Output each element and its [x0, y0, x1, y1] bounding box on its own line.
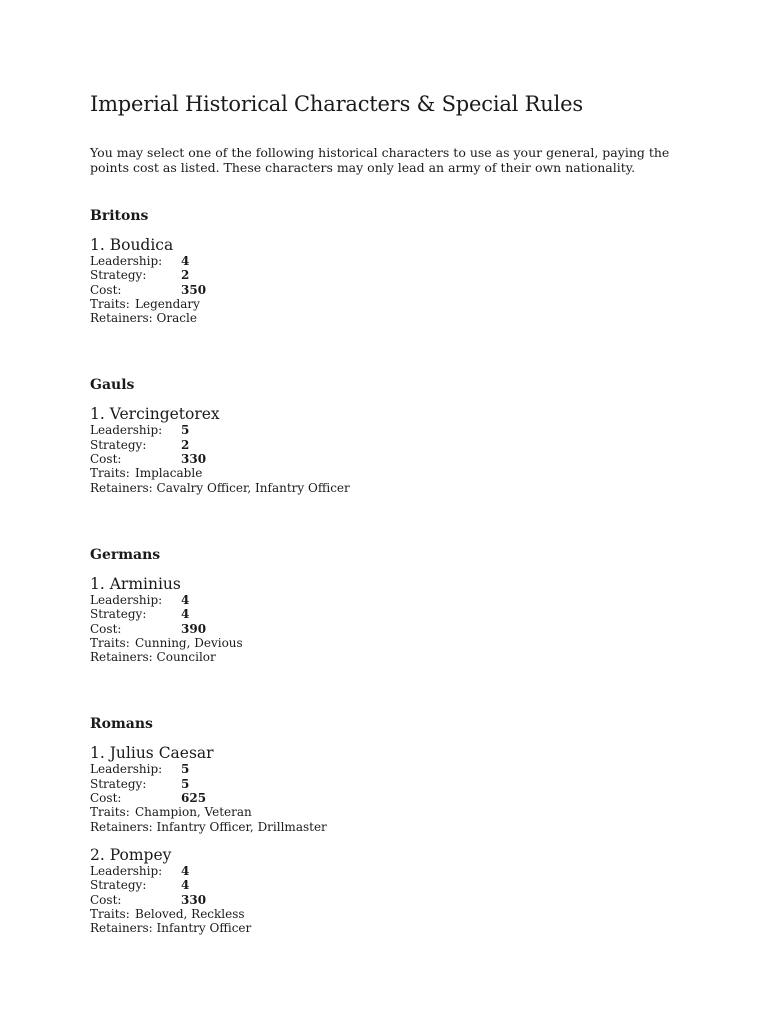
retainers-row	[90, 921, 690, 935]
faction-romans	[90, 715, 690, 935]
character-name: 2. Pompey	[90, 845, 172, 864]
traits-row	[90, 907, 690, 921]
cost-row	[90, 893, 690, 907]
cost-value: 625	[181, 791, 207, 806]
character-arminius	[90, 575, 690, 664]
traits-row	[90, 636, 690, 650]
strategy-row	[90, 777, 690, 791]
leadership-label: Leadership:	[90, 592, 163, 607]
retainers-label: Retainers:	[90, 650, 153, 665]
leadership-row	[90, 593, 690, 607]
strategy-row	[90, 438, 690, 452]
retainers-row	[90, 311, 690, 325]
strategy-value: 5	[181, 776, 190, 791]
cost-label: Cost:	[90, 282, 122, 297]
cost-value: 350	[181, 282, 207, 297]
retainers-label: Retainers:	[90, 819, 153, 834]
traits-row	[90, 297, 690, 311]
cost-label: Cost:	[90, 892, 122, 907]
traits-label: Traits:	[90, 466, 130, 481]
leadership-label: Leadership:	[90, 863, 163, 878]
character-pompey	[90, 846, 690, 935]
faction-britons	[90, 207, 690, 325]
cost-value: 330	[181, 892, 207, 907]
cost-label: Cost:	[90, 452, 122, 467]
traits-label: Traits:	[90, 296, 130, 311]
character-name: 1. Vercingetorex	[90, 405, 220, 424]
retainers-row	[90, 820, 690, 834]
traits-value: Implacable	[135, 466, 203, 481]
cost-row	[90, 283, 690, 297]
leadership-value: 4	[181, 592, 190, 607]
strategy-value: 4	[181, 607, 190, 622]
strategy-value: 2	[181, 437, 190, 452]
faction-heading: Romans	[90, 716, 153, 733]
retainers-label: Retainers:	[90, 921, 153, 936]
leadership-label: Leadership:	[90, 254, 163, 268]
faction-germans	[90, 546, 690, 664]
traits-row	[90, 805, 690, 819]
faction-gauls	[90, 376, 690, 494]
cost-label: Cost:	[90, 791, 122, 806]
retainers-value: Oracle	[156, 311, 197, 326]
retainers-label: Retainers:	[90, 311, 153, 326]
traits-value: Champion, Veteran	[135, 805, 252, 820]
faction-heading: Germans	[90, 546, 161, 563]
leadership-row	[90, 864, 690, 878]
retainers-value: Councilor	[156, 650, 216, 665]
leadership-value: 5	[181, 762, 190, 777]
leadership-row	[90, 762, 690, 776]
cost-row	[90, 622, 690, 636]
character-julius-caesar	[90, 744, 690, 833]
faction-heading: Britons	[90, 208, 149, 224]
cost-row	[90, 791, 690, 805]
traits-row	[90, 466, 690, 480]
traits-value: Legendary	[135, 296, 200, 311]
retainers-value: Cavalry Officer, Infantry Officer	[156, 480, 350, 495]
character-vercingetorex	[90, 405, 690, 494]
cost-label: Cost:	[90, 621, 122, 636]
strategy-label: Strategy:	[90, 607, 147, 622]
strategy-row	[90, 607, 690, 621]
strategy-row	[90, 878, 690, 892]
leadership-value: 4	[181, 863, 190, 878]
character-boudica	[90, 236, 690, 325]
leadership-label: Leadership:	[90, 762, 163, 777]
leadership-row	[90, 423, 690, 437]
character-name: 1. Boudica	[90, 236, 174, 254]
traits-value: Beloved, Reckless	[135, 906, 245, 921]
cost-value: 330	[181, 452, 207, 467]
strategy-label: Strategy:	[90, 776, 147, 791]
strategy-value: 2	[181, 268, 190, 283]
traits-label: Traits:	[90, 805, 130, 820]
leadership-value: 4	[181, 254, 190, 268]
leadership-row	[90, 254, 690, 268]
strategy-row	[90, 268, 690, 282]
leadership-value: 5	[181, 423, 190, 438]
document-page	[90, 90, 690, 935]
character-name: 1. Arminius	[90, 574, 181, 593]
character-name: 1. Julius Caesar	[90, 744, 214, 763]
retainers-label: Retainers:	[90, 480, 153, 495]
strategy-label: Strategy:	[90, 878, 147, 893]
retainers-value: Infantry Officer	[156, 921, 252, 936]
faction-heading: Gauls	[90, 377, 135, 394]
retainers-row	[90, 650, 690, 664]
traits-value: Cunning, Devious	[135, 635, 243, 650]
leadership-label: Leadership:	[90, 423, 163, 438]
traits-label: Traits:	[90, 635, 130, 650]
retainers-row	[90, 481, 690, 495]
retainers-value: Infantry Officer, Drillmaster	[156, 819, 327, 834]
strategy-label: Strategy:	[90, 268, 147, 283]
strategy-value: 4	[181, 878, 190, 893]
page-title: Imperial Historical Characters & Special Rules	[90, 92, 583, 116]
cost-row	[90, 452, 690, 466]
cost-value: 390	[181, 621, 207, 636]
traits-label: Traits:	[90, 906, 130, 921]
strategy-label: Strategy:	[90, 437, 147, 452]
intro-paragraph: You may select one of the following historical characters to use as your general, paying the points cost as listed. These characters may only lead an army of their own nationality.	[90, 145, 670, 175]
